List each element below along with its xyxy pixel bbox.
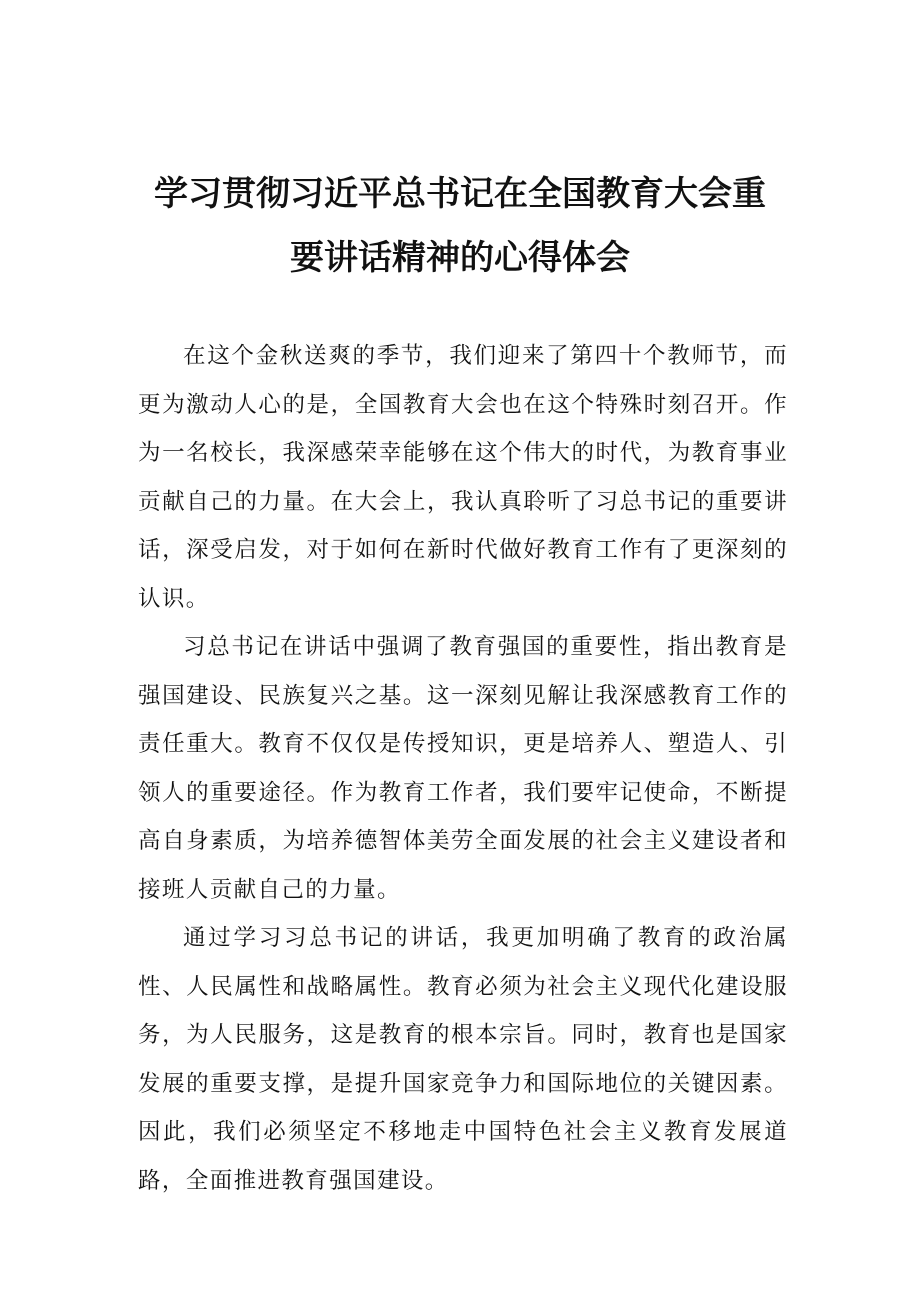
paragraph-2: 习总书记在讲话中强调了教育强国的重要性，指出教育是强国建设、民族复兴之基。这一深刻见解让我深感教育工作的责任重大。教育不仅仅是传授知识，更是培养人、塑造人、引领人的重要途径。作为教育工作者，我们要牢记使命，不断提高自身素质，为培养德智体美劳全面发展的社会主义建设者和接班人贡献自己的力量。 xyxy=(138,634,788,903)
document-title-line-2: 要讲话精神的心得体会 xyxy=(290,238,630,278)
paragraph-3: 通过学习习总书记的讲话，我更加明确了教育的政治属性、人民属性和战略属性。教育必须为社会主义现代化建设服务，为人民服务，这是教育的根本宗旨。同时，教育也是国家发展的重要支撑，是提升国家竞争力和国际地位的关键因素。因此，我们必须坚定不移地走中国特色社会主义教育发展道路，全面推进教育强国建设。 xyxy=(138,925,788,1194)
paragraph-1: 在这个金秋送爽的季节，我们迎来了第四十个教师节，而更为激动人心的是，全国教育大会也在这个特殊时刻召开。作为一名校长，我深感荣幸能够在这个伟大的时代，为教育事业贡献自己的力量。在大会上，我认真聆听了习总书记的重要讲话，深受启发，对于如何在新时代做好教育工作有了更深刻的认识。 xyxy=(138,343,788,612)
document-body xyxy=(138,332,788,1205)
document-title-line-1: 学习贯彻习近平总书记在全国教育大会重 xyxy=(154,174,766,214)
